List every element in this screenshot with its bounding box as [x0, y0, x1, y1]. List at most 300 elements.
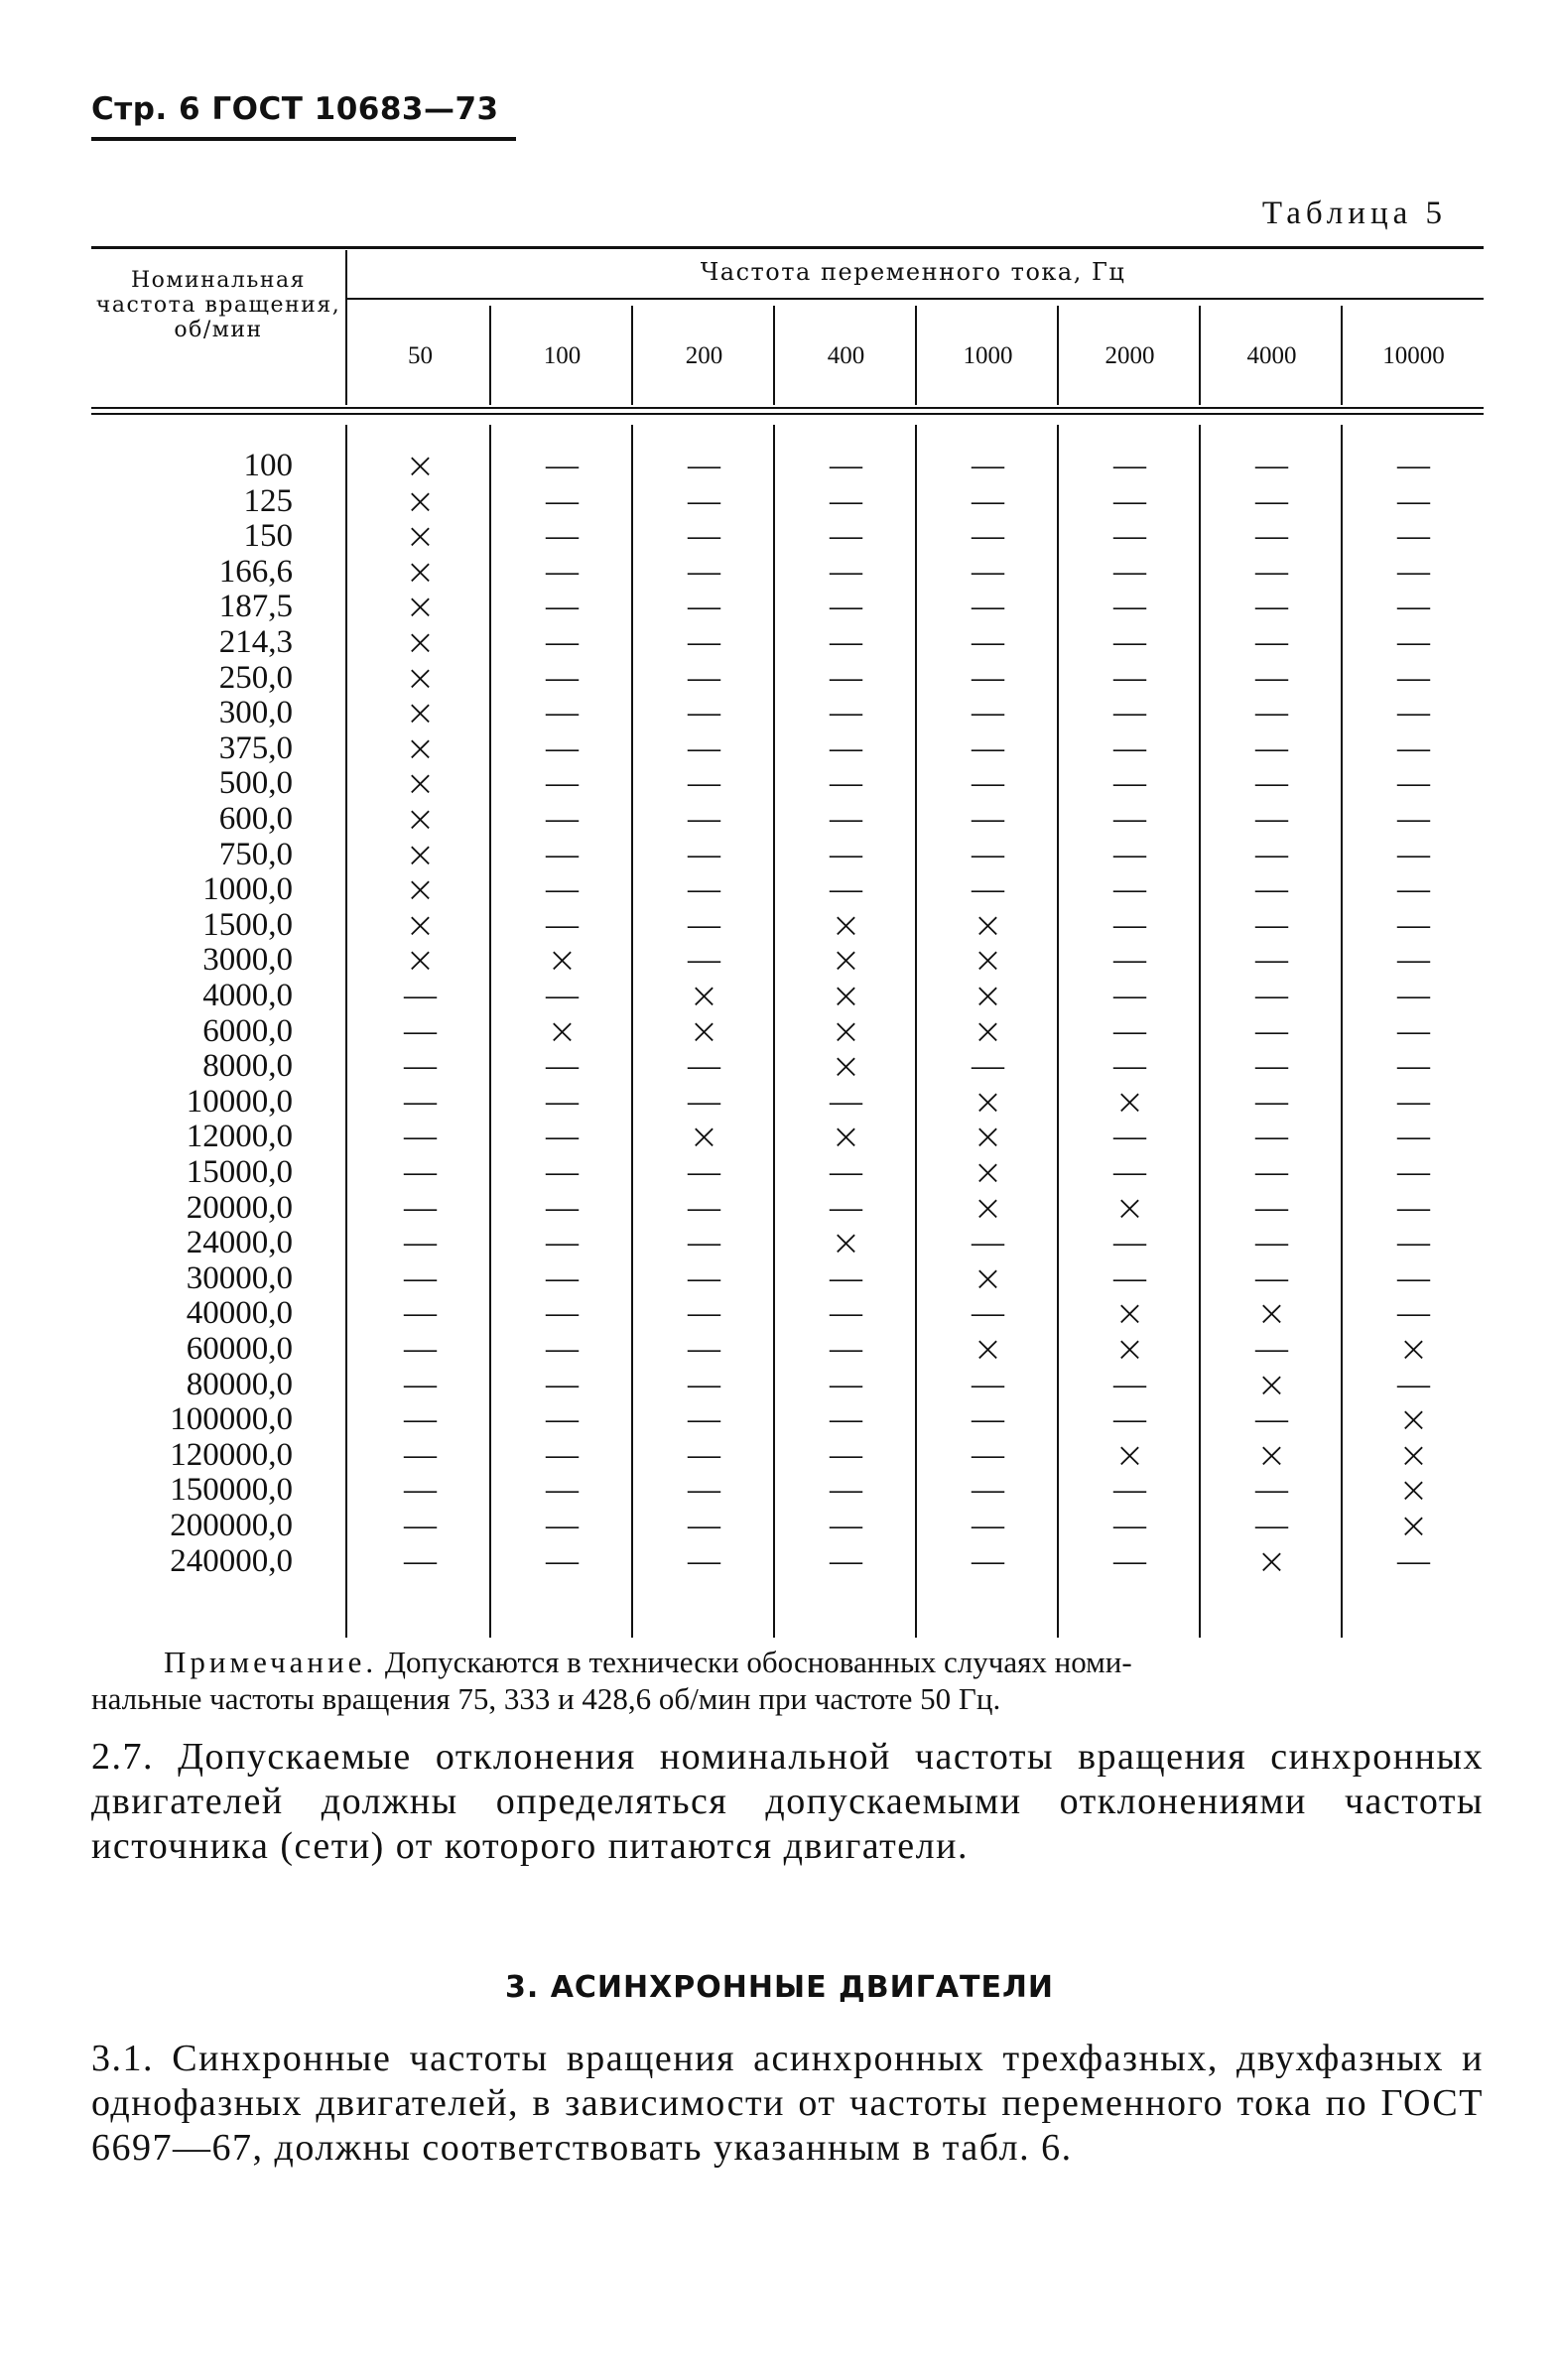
dash-mark: —: [404, 1259, 437, 1296]
dash-mark: —: [1255, 1154, 1288, 1190]
dash-mark: —: [688, 1083, 720, 1120]
dash-mark: —: [688, 871, 720, 908]
dash-mark: —: [1397, 906, 1430, 943]
dash-mark: —: [1113, 1366, 1146, 1402]
dash-mark: —: [688, 448, 720, 483]
rpm-value: 214,3: [218, 624, 293, 660]
rpm-value: 600,0: [218, 801, 293, 837]
cross-mark: ×: [973, 1187, 1003, 1229]
dash-mark: —: [1113, 1508, 1146, 1543]
dash-mark: —: [972, 1508, 1004, 1543]
cross-mark: ×: [1114, 1434, 1145, 1476]
paragraph-3-1: 3.1. Синхронные частоты вращения асинхронных трехфазных, двухфазных и однофазных двигателей, в зависимости от частоты переменного тока по ГОСТ 6697—67, должны соответствовать указанным в табл. 6.: [91, 2038, 1484, 2169]
cross-mark: ×: [405, 587, 436, 628]
cross-mark: ×: [405, 693, 436, 734]
section-3-title: 3. АСИНХРОННЫЕ ДВИГАТЕЛИ: [504, 1970, 1055, 2005]
dash-mark: —: [546, 659, 579, 696]
dash-mark: —: [1113, 1472, 1146, 1509]
dash-mark: —: [1113, 801, 1146, 837]
dash-mark: —: [1113, 836, 1146, 872]
rpm-value: 240000,0: [170, 1542, 293, 1579]
dash-mark: —: [688, 1259, 720, 1296]
rpm-value: 1500,0: [202, 906, 293, 943]
dash-mark: —: [972, 1401, 1004, 1438]
dash-mark: —: [1113, 1401, 1146, 1438]
dash-mark: —: [688, 1472, 720, 1509]
rpm-value: 200000,0: [170, 1508, 293, 1543]
dash-mark: —: [972, 1542, 1004, 1579]
dash-mark: —: [830, 695, 862, 731]
dash-mark: —: [688, 1189, 720, 1226]
cross-mark: ×: [405, 940, 436, 982]
dash-mark: —: [1255, 553, 1288, 590]
column-header: 200: [685, 342, 723, 369]
header-bottom-rule-2: [91, 413, 1484, 415]
rpm-value: 24000,0: [186, 1225, 293, 1261]
dash-mark: —: [688, 589, 720, 625]
dash-mark: —: [1113, 659, 1146, 696]
header-divider: [773, 306, 775, 405]
group-header-rule: [347, 298, 1484, 300]
dash-mark: —: [404, 1295, 437, 1332]
dash-mark: —: [972, 1366, 1004, 1402]
dash-mark: —: [1113, 695, 1146, 731]
dash-mark: —: [1113, 729, 1146, 766]
dash-mark: —: [546, 1048, 579, 1085]
dash-mark: —: [546, 624, 579, 660]
dash-mark: —: [830, 659, 862, 696]
dash-mark: —: [830, 1366, 862, 1402]
dash-mark: —: [688, 1436, 720, 1473]
rpm-value: 20000,0: [186, 1189, 293, 1226]
dash-mark: —: [830, 482, 862, 519]
rpm-value: 8000,0: [202, 1048, 293, 1085]
cross-mark: ×: [689, 1117, 719, 1158]
dash-mark: —: [404, 1225, 437, 1261]
header-divider: [345, 250, 347, 405]
dash-mark: —: [830, 553, 862, 590]
rpm-value: 100: [243, 448, 293, 483]
dash-mark: —: [1255, 871, 1288, 908]
rpm-value: 150: [243, 518, 293, 555]
dash-mark: —: [404, 1331, 437, 1367]
dash-mark: —: [404, 1119, 437, 1155]
rpm-value: 187,5: [218, 589, 293, 625]
rpm-value: 166,6: [218, 553, 293, 590]
cross-mark: ×: [1114, 1293, 1145, 1335]
cross-mark: ×: [831, 1223, 861, 1264]
rpm-value: 750,0: [218, 836, 293, 872]
rpm-value: 300,0: [218, 695, 293, 731]
dash-mark: —: [972, 1472, 1004, 1509]
rpm-value: 120000,0: [170, 1436, 293, 1473]
cross-mark: ×: [547, 1010, 578, 1052]
dash-mark: —: [1397, 1366, 1430, 1402]
cross-mark: ×: [1398, 1399, 1429, 1441]
cross-mark: ×: [405, 622, 436, 663]
cross-mark: ×: [405, 763, 436, 805]
cross-mark: ×: [1114, 1187, 1145, 1229]
cross-mark: ×: [1256, 1293, 1287, 1335]
dash-mark: —: [1397, 1012, 1430, 1049]
dash-mark: —: [830, 1259, 862, 1296]
dash-mark: —: [1397, 1295, 1430, 1332]
dash-mark: —: [546, 1472, 579, 1509]
dash-mark: —: [404, 1401, 437, 1438]
dash-mark: —: [688, 1154, 720, 1190]
dash-mark: —: [972, 1436, 1004, 1473]
dash-mark: —: [546, 1542, 579, 1579]
dash-mark: —: [688, 659, 720, 696]
dash-mark: —: [404, 1048, 437, 1085]
dash-mark: —: [546, 1154, 579, 1190]
note-text: Допускаются в технически обоснованных случаях номи-: [384, 1645, 1132, 1679]
header-bottom-rule-1: [91, 407, 1484, 409]
dash-mark: —: [1397, 1154, 1430, 1190]
dash-mark: —: [546, 1436, 579, 1473]
dash-mark: —: [1397, 1259, 1430, 1296]
dash-mark: —: [1255, 978, 1288, 1013]
dash-mark: —: [546, 448, 579, 483]
table-top-rule: [91, 246, 1484, 249]
dash-mark: —: [404, 1189, 437, 1226]
dash-mark: —: [1397, 448, 1430, 483]
cross-mark: ×: [1256, 1364, 1287, 1405]
dash-mark: —: [1255, 1048, 1288, 1085]
dash-mark: —: [1113, 765, 1146, 802]
dash-mark: —: [688, 1295, 720, 1332]
dash-mark: —: [1397, 836, 1430, 872]
dash-mark: —: [830, 1508, 862, 1543]
dash-mark: —: [830, 624, 862, 660]
dash-mark: —: [688, 695, 720, 731]
dash-mark: —: [1397, 482, 1430, 519]
dash-mark: —: [1113, 482, 1146, 519]
dash-mark: —: [1113, 1154, 1146, 1190]
dash-mark: —: [972, 589, 1004, 625]
dash-mark: —: [404, 1436, 437, 1473]
dash-mark: —: [1397, 1225, 1430, 1261]
dash-mark: —: [1113, 518, 1146, 555]
column-header: 50: [408, 342, 433, 369]
dash-mark: —: [688, 518, 720, 555]
dash-mark: —: [1397, 1189, 1430, 1226]
column-header: 4000: [1246, 342, 1297, 369]
dash-mark: —: [1397, 1048, 1430, 1085]
dash-mark: —: [1255, 801, 1288, 837]
dash-mark: —: [1397, 801, 1430, 837]
dash-mark: —: [1397, 589, 1430, 625]
dash-mark: —: [830, 1295, 862, 1332]
dash-mark: —: [1255, 1401, 1288, 1438]
rpm-value: 100000,0: [170, 1401, 293, 1438]
rpm-value: 4000,0: [202, 978, 293, 1013]
dash-mark: —: [546, 765, 579, 802]
dash-mark: —: [1255, 1083, 1288, 1120]
dash-mark: —: [1255, 729, 1288, 766]
dash-mark: —: [972, 1225, 1004, 1261]
dash-mark: —: [1255, 1259, 1288, 1296]
dash-mark: —: [1255, 482, 1288, 519]
cross-mark: ×: [405, 799, 436, 840]
cross-mark: ×: [1398, 1434, 1429, 1476]
dash-mark: —: [830, 801, 862, 837]
dash-mark: —: [404, 1083, 437, 1120]
dash-mark: —: [830, 518, 862, 555]
dash-mark: —: [546, 871, 579, 908]
column-header: 100: [543, 342, 582, 369]
dash-mark: —: [1397, 765, 1430, 802]
cross-mark: ×: [547, 940, 578, 982]
dash-mark: —: [546, 589, 579, 625]
dash-mark: —: [972, 448, 1004, 483]
cross-mark: ×: [831, 1010, 861, 1052]
dash-mark: —: [972, 659, 1004, 696]
paragraph-2-7: 2.7. Допускаемые отклонения номинальной частоты вращения синхронных двигателей должны определяться допускаемыми отклонениями частоты источника (сети) от которого питаются двигатели.: [91, 1736, 1484, 1867]
dash-mark: —: [404, 1508, 437, 1543]
dash-mark: —: [1397, 871, 1430, 908]
dash-mark: —: [688, 1366, 720, 1402]
dash-mark: —: [546, 1189, 579, 1226]
rpm-value: 10000,0: [186, 1083, 293, 1120]
dash-mark: —: [1397, 1083, 1430, 1120]
dash-mark: —: [404, 1012, 437, 1049]
dash-mark: —: [1255, 659, 1288, 696]
dash-mark: —: [972, 553, 1004, 590]
dash-mark: —: [830, 1472, 862, 1509]
cross-mark: ×: [973, 1081, 1003, 1123]
dash-mark: —: [1255, 624, 1288, 660]
dash-mark: —: [1113, 1119, 1146, 1155]
dash-mark: —: [688, 836, 720, 872]
dash-mark: —: [830, 1083, 862, 1120]
dash-mark: —: [972, 1048, 1004, 1085]
cross-mark: ×: [1114, 1329, 1145, 1370]
cross-mark: ×: [405, 551, 436, 593]
cross-mark: ×: [973, 976, 1003, 1016]
dash-mark: —: [688, 482, 720, 519]
header-divider: [1199, 306, 1201, 405]
column-header: 1000: [963, 342, 1013, 369]
dash-mark: —: [972, 695, 1004, 731]
cross-mark: ×: [405, 516, 436, 558]
table-caption: Таблица 5: [1261, 196, 1447, 231]
dash-mark: —: [1255, 836, 1288, 872]
dash-mark: —: [688, 942, 720, 979]
dash-mark: —: [1113, 1225, 1146, 1261]
header-divider: [1341, 306, 1343, 405]
dash-mark: —: [1113, 589, 1146, 625]
dash-mark: —: [546, 729, 579, 766]
dash-mark: —: [1255, 589, 1288, 625]
dash-mark: —: [1113, 624, 1146, 660]
rpm-value: 500,0: [218, 765, 293, 802]
cross-mark: ×: [405, 657, 436, 699]
dash-mark: —: [546, 906, 579, 943]
rpm-value: 12000,0: [186, 1119, 293, 1155]
cross-mark: ×: [973, 1010, 1003, 1052]
dash-mark: —: [1113, 906, 1146, 943]
cross-mark: ×: [405, 727, 436, 769]
page-header: Стр. 6 ГОСТ 10683—73: [91, 91, 499, 127]
dash-mark: —: [1397, 624, 1430, 660]
dash-mark: —: [1113, 1259, 1146, 1296]
dash-mark: —: [972, 765, 1004, 802]
dash-mark: —: [1255, 1189, 1288, 1226]
dash-mark: —: [1255, 765, 1288, 802]
cross-mark: ×: [405, 904, 436, 946]
dash-mark: —: [972, 1295, 1004, 1332]
dash-mark: —: [546, 1119, 579, 1155]
dash-mark: —: [972, 729, 1004, 766]
cross-mark: ×: [689, 976, 719, 1016]
dash-mark: —: [546, 1508, 579, 1543]
dash-mark: —: [546, 978, 579, 1013]
dash-mark: —: [546, 695, 579, 731]
dash-mark: —: [1113, 978, 1146, 1013]
dash-mark: —: [972, 518, 1004, 555]
dash-mark: —: [1255, 518, 1288, 555]
header-divider: [631, 306, 633, 405]
cross-mark: ×: [831, 904, 861, 946]
dash-mark: —: [404, 1366, 437, 1402]
dash-mark: —: [546, 518, 579, 555]
cross-mark: ×: [405, 480, 436, 522]
cross-mark: ×: [1256, 1434, 1287, 1476]
note-continuation: нальные частоты вращения 75, 333 и 428,6 об/мин при частоте 50 Гц.: [91, 1681, 1001, 1716]
body-divider: [345, 425, 347, 1638]
dash-mark: —: [1397, 518, 1430, 555]
cross-mark: ×: [831, 1046, 861, 1088]
dash-mark: —: [1255, 1508, 1288, 1543]
dash-mark: —: [1397, 729, 1430, 766]
cross-mark: ×: [689, 1010, 719, 1052]
dash-mark: —: [1113, 553, 1146, 590]
rpm-value: 375,0: [218, 729, 293, 766]
rpm-value: 30000,0: [186, 1259, 293, 1296]
row-header: Номинальная частота вращения, об/мин: [95, 268, 341, 342]
dash-mark: —: [688, 1048, 720, 1085]
dash-mark: —: [830, 765, 862, 802]
rpm-value: 60000,0: [186, 1331, 293, 1367]
dash-mark: —: [546, 1083, 579, 1120]
rpm-value: 1000,0: [202, 871, 293, 908]
dash-mark: —: [1255, 942, 1288, 979]
dash-mark: —: [830, 1331, 862, 1367]
group-header: Частота переменного тока, Гц: [700, 258, 1126, 286]
dash-mark: —: [546, 482, 579, 519]
column-header: 10000: [1382, 342, 1445, 369]
dash-mark: —: [404, 1154, 437, 1190]
dash-mark: —: [1397, 695, 1430, 731]
dash-mark: —: [688, 906, 720, 943]
dash-mark: —: [688, 1401, 720, 1438]
dash-mark: —: [972, 871, 1004, 908]
dash-mark: —: [688, 1542, 720, 1579]
dash-mark: —: [688, 1331, 720, 1367]
cross-mark: ×: [405, 869, 436, 911]
dash-mark: —: [1255, 695, 1288, 731]
cross-mark: ×: [405, 834, 436, 875]
dash-mark: —: [972, 801, 1004, 837]
dash-mark: —: [688, 801, 720, 837]
rpm-value: 15000,0: [186, 1154, 293, 1190]
cross-mark: ×: [973, 1117, 1003, 1158]
dash-mark: —: [688, 624, 720, 660]
dash-mark: —: [1113, 942, 1146, 979]
dash-mark: —: [546, 1331, 579, 1367]
rpm-value: 3000,0: [202, 942, 293, 979]
cross-mark: ×: [973, 940, 1003, 982]
dash-mark: —: [830, 1189, 862, 1226]
dash-mark: —: [688, 1225, 720, 1261]
cross-mark: ×: [1398, 1329, 1429, 1370]
dash-mark: —: [546, 1401, 579, 1438]
cross-mark: ×: [1398, 1506, 1429, 1546]
dash-mark: —: [1113, 1542, 1146, 1579]
dash-mark: —: [972, 836, 1004, 872]
dash-mark: —: [1255, 1119, 1288, 1155]
dash-mark: —: [546, 1259, 579, 1296]
dash-mark: —: [830, 1154, 862, 1190]
dash-mark: —: [546, 1225, 579, 1261]
dash-mark: —: [546, 553, 579, 590]
cross-mark: ×: [1398, 1470, 1429, 1512]
dash-mark: —: [404, 1542, 437, 1579]
rpm-value: 250,0: [218, 659, 293, 696]
rpm-value: 80000,0: [186, 1366, 293, 1402]
column-header: 2000: [1104, 342, 1155, 369]
dash-mark: —: [1397, 942, 1430, 979]
header-divider: [915, 306, 917, 405]
dash-mark: —: [972, 482, 1004, 519]
dash-mark: —: [830, 836, 862, 872]
dash-mark: —: [1397, 553, 1430, 590]
note: [164, 1644, 1484, 1680]
dash-mark: —: [404, 978, 437, 1013]
column-header: 400: [827, 342, 865, 369]
dash-mark: —: [688, 553, 720, 590]
dash-mark: —: [546, 1366, 579, 1402]
dash-mark: —: [688, 765, 720, 802]
dash-mark: —: [1255, 906, 1288, 943]
header-divider: [489, 306, 491, 405]
dash-mark: —: [1255, 1225, 1288, 1261]
dash-mark: —: [546, 836, 579, 872]
rpm-value: 40000,0: [186, 1295, 293, 1332]
dash-mark: —: [830, 729, 862, 766]
rpm-value: 6000,0: [202, 1012, 293, 1049]
dash-mark: —: [1255, 1012, 1288, 1049]
dash-mark: —: [1113, 1048, 1146, 1085]
dash-mark: —: [1397, 659, 1430, 696]
cross-mark: ×: [1114, 1081, 1145, 1123]
cross-mark: ×: [405, 446, 436, 486]
header-rule: [91, 137, 516, 141]
dash-mark: —: [546, 1295, 579, 1332]
dash-mark: —: [1397, 978, 1430, 1013]
dash-mark: —: [1397, 1542, 1430, 1579]
cross-mark: ×: [973, 1152, 1003, 1193]
cross-mark: ×: [973, 1329, 1003, 1370]
dash-mark: —: [830, 589, 862, 625]
rpm-value: 150000,0: [170, 1472, 293, 1509]
dash-mark: —: [830, 871, 862, 908]
dash-mark: —: [546, 801, 579, 837]
note-label: Примечание.: [164, 1645, 378, 1679]
dash-mark: —: [830, 1436, 862, 1473]
dash-mark: —: [1255, 1472, 1288, 1509]
